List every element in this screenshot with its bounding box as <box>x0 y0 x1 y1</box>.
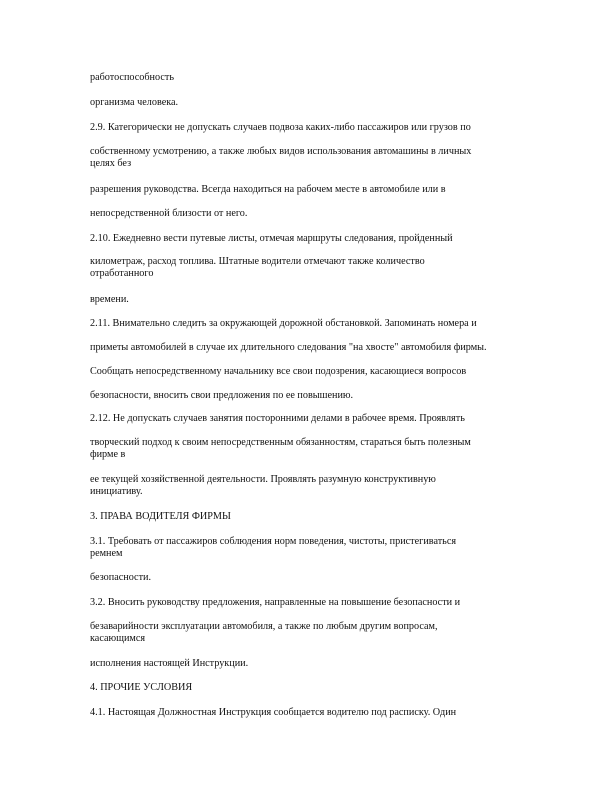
paragraph-2-12-line: 2.12. Не допускать случаев занятия посторонними делами в рабочее время. Проявлять <box>90 413 465 424</box>
text-line: ее текущей хозяйственной деятельности. Проявлять разумную конструктивную <box>90 474 436 485</box>
text-line: исполнения настоящей Инструкции. <box>90 658 249 669</box>
text-line: безопасности, вносить свои предложения по ее повышению. <box>90 390 354 401</box>
text-line: организма человека. <box>90 97 179 108</box>
text-line: безопасности. <box>90 572 152 583</box>
paragraph-4-1-line: 4.1. Настоящая Должностная Инструкция сообщается водителю под расписку. Один <box>90 707 457 718</box>
text-line: километраж, расход топлива. Штатные водители отмечают также количество <box>90 256 425 267</box>
text-line: Сообщать непосредственному начальнику все свои подозрения, касающиеся вопросов <box>90 366 467 377</box>
text-line: касающимся <box>90 633 146 644</box>
paragraph-2-11-line: 2.11. Внимательно следить за окружающей дорожной обстановкой. Запоминать номера и <box>90 318 477 329</box>
paragraph-2-10-line: 2.10. Ежедневно вести путевые листы, отмечая маршруты следования, пройденный <box>90 233 453 244</box>
text-line: целях без <box>90 158 132 169</box>
section-3-heading: 3. ПРАВА ВОДИТЕЛЯ ФИРМЫ <box>90 511 231 522</box>
paragraph-3-2-line: 3.2. Вносить руководству предложения, направленные на повышение безопасности и <box>90 597 461 608</box>
text-line: непосредственной близости от него. <box>90 208 248 219</box>
text-line: творческий подход к своим непосредственным обязанностям, стараться быть полезным <box>90 437 471 448</box>
text-line: фирме в <box>90 449 126 460</box>
text-line: разрешения руководства. Всегда находиться на рабочем месте в автомобиле или в <box>90 184 446 195</box>
text-line: отработанного <box>90 268 154 279</box>
text-line: безаварийности эксплуатации автомобиля, а также по любым другим вопросам, <box>90 621 438 632</box>
text-line: собственному усмотрению, а также любых видов использования автомашины в личных <box>90 146 472 157</box>
text-line: работоспособность <box>90 72 174 83</box>
section-4-heading: 4. ПРОЧИЕ УСЛОВИЯ <box>90 682 193 693</box>
paragraph-3-1-line: 3.1. Требовать от пассажиров соблюдения норм поведения, чистоты, пристегиваться <box>90 536 457 547</box>
text-line: ремнем <box>90 548 123 559</box>
text-line: инициативу. <box>90 486 143 497</box>
text-line: приметы автомобилей в случае их длительного следования "на хвосте" автомобиля фирмы. <box>90 342 487 353</box>
text-line: времени. <box>90 294 129 305</box>
paragraph-2-9-line: 2.9. Категорически не допускать случаев подвоза каких-либо пассажиров или грузов по <box>90 122 471 133</box>
